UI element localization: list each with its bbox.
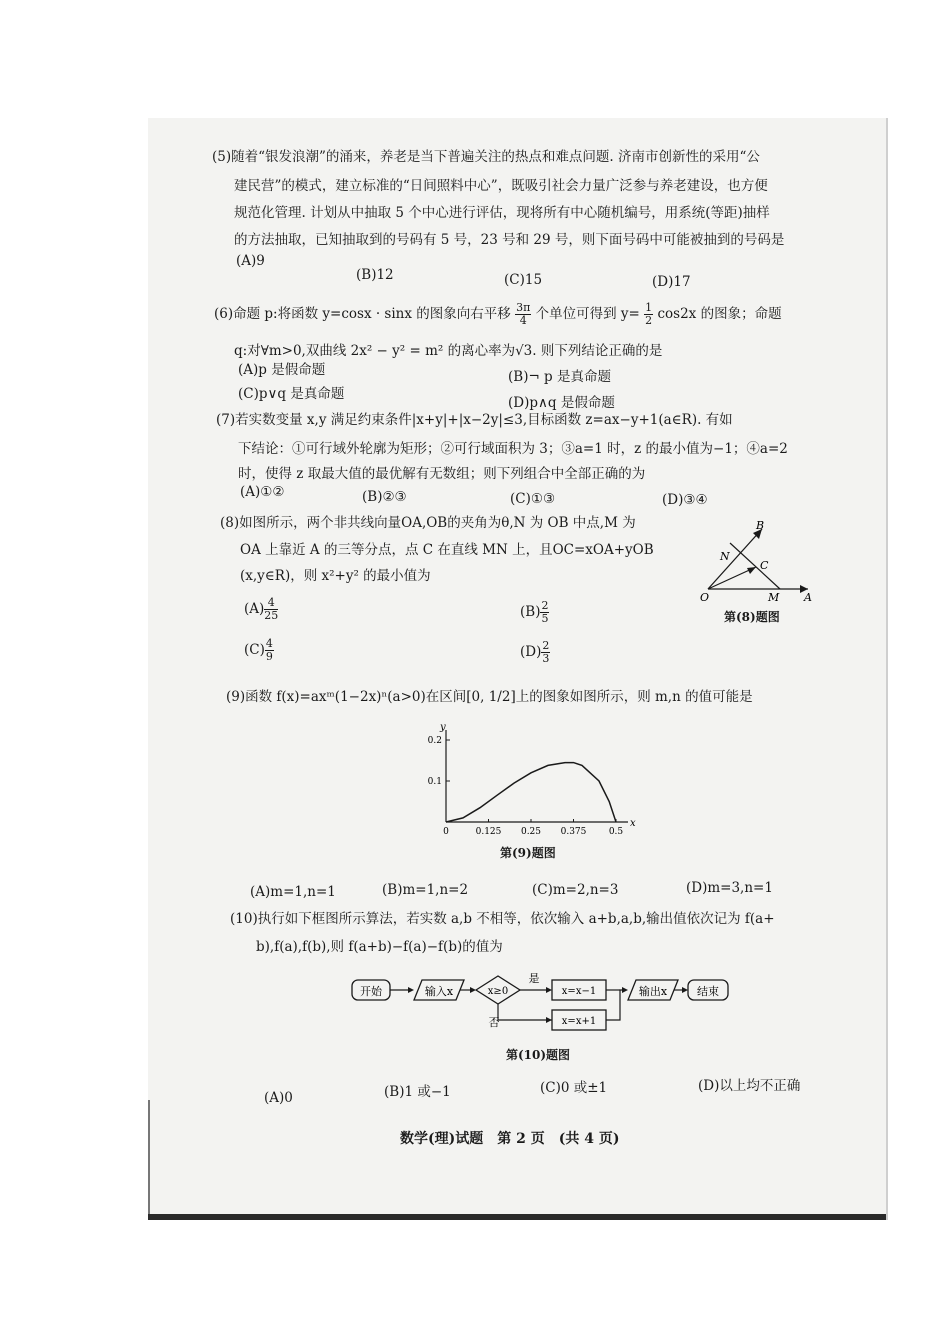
q7-option-b: (B)②③ xyxy=(362,489,407,505)
q8-vector-figure xyxy=(690,515,820,605)
q8-label-m: M xyxy=(768,591,780,604)
paper-bottom-edge xyxy=(148,1214,886,1220)
q8-option-b-num: 2 xyxy=(541,599,549,612)
flow-condition-text: x≥0 xyxy=(487,986,509,997)
q9-x-tick-label: 0 xyxy=(443,827,449,837)
q9-interval: [0, 1/2] xyxy=(466,689,516,705)
q8-label-c: C xyxy=(760,559,769,572)
q5-line-3: 规范化管理. 计划从中抽取 5 个中心进行评估，现将所有中心随机编号，用系统(等距)抽样 xyxy=(234,205,770,221)
flow-input-text: 输入x xyxy=(424,985,454,998)
q10-flowchart xyxy=(340,968,740,1038)
q6-option-a: (A)p 是假命题 xyxy=(238,362,326,378)
q9-y-axis-label: y xyxy=(440,722,446,733)
flow-arrowhead-no xyxy=(546,1017,552,1023)
flow-branch-yes-text: x=x−1 xyxy=(561,986,597,997)
q8-option-a-num: 4 xyxy=(264,597,278,610)
q9-option-d: (D)m=3,n=1 xyxy=(686,880,773,896)
q8-option-c-fraction xyxy=(265,638,274,663)
q7-line-3: 时，使得 z 取最大值的最优解有无数组；则下列组合中全部正确的为 xyxy=(238,466,646,482)
q6-option-c: (C)p∨q 是真命题 xyxy=(238,386,345,402)
q8-option-c-den: 9 xyxy=(265,650,273,663)
q8-option-a xyxy=(244,597,278,622)
q9-line xyxy=(226,688,753,706)
q7-option-a: (A)①② xyxy=(240,484,285,500)
q6-line-2: q:对∀m>0,双曲线 2x² − y² = m² 的离心率为√3. 则下列结论正确的是 xyxy=(234,343,663,359)
flow-branch-no-text: x=x+1 xyxy=(561,1016,597,1027)
q8-option-d-num: 2 xyxy=(542,639,550,652)
flow-yes-label: 是 xyxy=(528,972,540,985)
q8-option-d-den: 3 xyxy=(542,652,550,665)
q10-line-2: b),f(a),f(b),则 f(a+b)−f(a)−f(b)的值为 xyxy=(256,939,503,955)
q8-option-d-label: (D) xyxy=(520,644,542,660)
q9-function-curve xyxy=(446,763,616,822)
q5-option-d: (D)17 xyxy=(652,274,691,290)
q7-option-d: (D)③④ xyxy=(662,492,708,508)
q8-option-c-num: 4 xyxy=(265,637,273,650)
q5-line-4: 的方法抽取，已知抽取到的号码有 5 号，23 号和 29 号，则下面号码中可能被抽到的号码是 xyxy=(234,232,785,248)
flow-start-text: 开始 xyxy=(360,985,382,998)
q5-line-1: (5)随着“银发浪潮”的涌来，养老是当下普遍关注的热点和难点问题. 济南市创新性的采用“公 xyxy=(212,149,760,165)
q8-option-d-fraction xyxy=(541,640,550,665)
q9-option-c: (C)m=2,n=3 xyxy=(532,882,619,898)
q9-text-b: 上的图象如图所示，则 m,n 的值可能是 xyxy=(515,689,753,705)
q5-option-a: (A)9 xyxy=(236,253,265,269)
q8-option-b-label: (B) xyxy=(520,604,541,620)
flow-arrow-no xyxy=(498,1004,552,1020)
q5-option-c: (C)15 xyxy=(504,272,543,288)
q6-shift-num: 3π xyxy=(516,301,531,314)
q9-y-tick-label: 0.1 xyxy=(427,777,442,787)
q6-shift-fraction xyxy=(515,302,531,327)
q8-line-mn xyxy=(730,543,780,589)
flow-no-label: 否 xyxy=(488,1016,500,1029)
q8-option-a-fraction xyxy=(264,597,278,622)
q8-line-1: (8)如图所示，两个非共线向量OA,OB的夹角为θ,N 为 OB 中点,M 为 xyxy=(220,515,636,531)
q8-option-c xyxy=(244,638,274,663)
flow-arrowhead-1 xyxy=(408,987,414,993)
q7-option-c: (C)①③ xyxy=(510,491,556,507)
q10-option-a: (A)0 xyxy=(264,1090,293,1106)
q5-line-2: 建民营”的模式，建立标准的“日间照料中心”，既吸引社会力量广泛参与养老建设，也方便 xyxy=(234,178,768,194)
q6-shift-den: 4 xyxy=(519,314,527,327)
q9-x-tick-label: 0.25 xyxy=(520,827,542,837)
q10-option-d: (D)以上均不正确 xyxy=(698,1078,801,1094)
q9-option-a: (A)m=1,n=1 xyxy=(250,884,336,900)
q8-label-o: O xyxy=(700,591,710,604)
flow-arrowhead-yes xyxy=(546,987,552,993)
q6-line-1 xyxy=(214,302,782,327)
q6-text-a: (6)命题 p:将函数 y=cosx · sinx 的图象向右平移 xyxy=(214,306,511,322)
q6-text-c: cos2x 的图象；命题 xyxy=(657,306,782,322)
q8-option-a-den: 25 xyxy=(264,609,279,622)
q7-line-2: 下结论：①可行域外轮廓为矩形；②可行域面积为 3；③a=1 时，z 的最小值为−1；④a=2 xyxy=(238,441,788,457)
q10-line-1: (10)执行如下框图所示算法，若实数 a,b 不相等，依次输入 a+b,a,b,输出值依次记为 f(a+ xyxy=(230,911,775,927)
q8-arrow-c xyxy=(747,567,756,574)
q9-option-b: (B)m=1,n=2 xyxy=(382,882,469,898)
q8-label-a: A xyxy=(804,591,812,604)
flow-arrowhead-4 xyxy=(682,987,688,993)
q10-caption: 第(10)题图 xyxy=(506,1048,571,1062)
q9-x-tick-label: 0.375 xyxy=(560,827,587,837)
q7-line-1: (7)若实数变量 x,y 满足约束条件|x+y|+|x−2y|≤3,目标函数 z=ax−y+1(a∈R). 有如 xyxy=(216,412,733,428)
q9-caption: 第(9)题图 xyxy=(500,846,556,860)
q9-x-axis-label: x xyxy=(630,818,636,829)
q9-x-tick-label: 0.5 xyxy=(608,827,624,837)
paper-edge xyxy=(148,1100,150,1220)
q10-option-b: (B)1 或−1 xyxy=(384,1084,451,1100)
q6-option-d: (D)p∧q 是假命题 xyxy=(508,395,615,411)
flow-end-text: 结束 xyxy=(697,985,719,998)
q6-half-den: 2 xyxy=(645,314,653,327)
flow-arrowhead-3 xyxy=(622,987,628,993)
q10-option-c: (C)0 或±1 xyxy=(540,1080,608,1096)
q9-x-tick-label: 0.125 xyxy=(475,827,502,837)
q8-vector-ob xyxy=(708,529,762,589)
q8-option-a-label: (A) xyxy=(244,601,265,617)
q8-option-b xyxy=(520,600,549,625)
flow-output-text: 输出x xyxy=(638,985,668,998)
q8-option-b-den: 5 xyxy=(541,612,549,625)
q8-label-b: B xyxy=(756,519,765,532)
q9-text-a: (9)函数 f(x)=axᵐ(1−2x)ⁿ(a>0)在区间 xyxy=(226,689,467,705)
page-footer: 数学(理)试题 第 2 页 (共 4 页) xyxy=(400,1131,620,1147)
q8-line-2: OA 上靠近 A 的三等分点，点 C 在直线 MN 上，且OC=xOA+yOB xyxy=(240,542,654,558)
q5-option-b: (B)12 xyxy=(356,267,394,283)
q6-half-num: 1 xyxy=(645,301,653,314)
q6-option-b: (B)¬ p 是真命题 xyxy=(508,369,611,385)
flow-join-bottom xyxy=(606,990,626,1020)
q6-text-b: 个单位可得到 y= xyxy=(535,306,640,322)
q8-option-c-label: (C) xyxy=(244,642,265,658)
q8-caption: 第(8)题图 xyxy=(724,610,780,624)
q8-option-d xyxy=(520,640,550,665)
q9-function-chart xyxy=(410,722,640,838)
q8-label-n: N xyxy=(720,550,730,563)
q9-y-tick-label: 0.2 xyxy=(427,736,442,746)
q8-option-b-fraction xyxy=(540,600,549,625)
q6-half-fraction xyxy=(644,302,653,327)
q8-line-3: (x,y∈R)，则 x²+y² 的最小值为 xyxy=(240,568,431,584)
